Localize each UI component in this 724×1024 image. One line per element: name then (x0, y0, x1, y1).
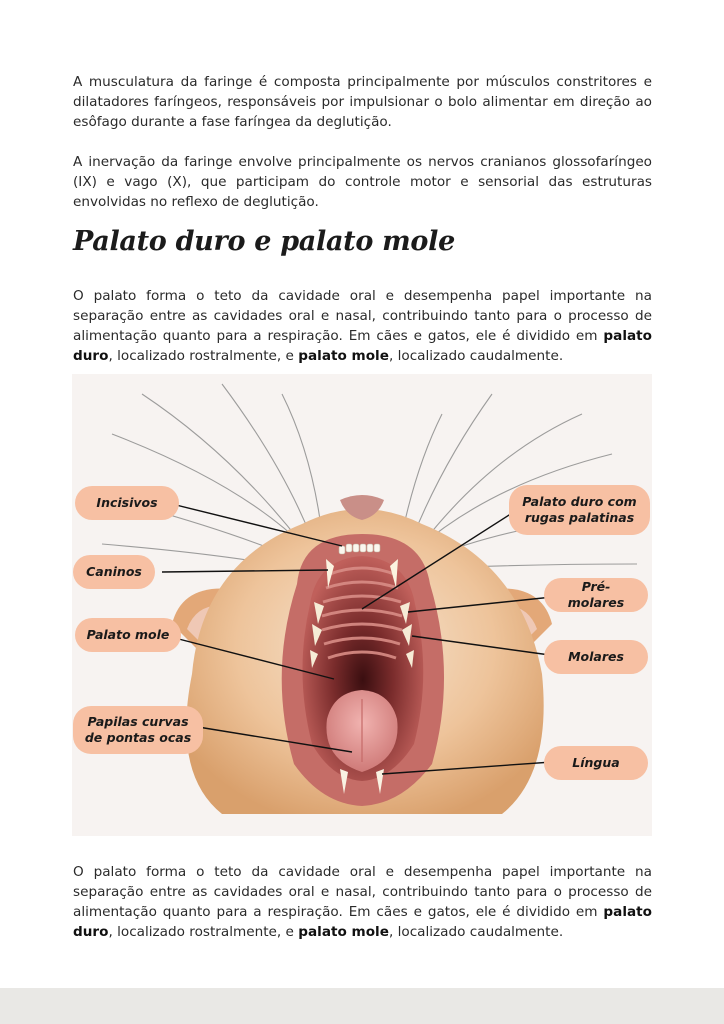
label-palato-duro: Palato duro com rugas palatinas (509, 485, 650, 535)
palate-text-bold-hard-repeat: palato duro (73, 904, 652, 940)
label-lingua: Língua (544, 746, 648, 780)
palate-text-part1: O palato forma o teto da cavidade oral e desempenha papel importante na separação entre as cavidades oral e nasal, contribuindo tanto para o processo de alimentação quanto para a respiração. Em cães e gatos, ele é dividido em (73, 288, 652, 344)
label-caninos: Caninos (73, 555, 155, 589)
palate-text-part1-repeat: O palato forma o teto da cavidade oral e desempenha papel importante na separação entre as cavidades oral e nasal, contribuindo tanto para o processo de alimentação quanto para a respiração. Em cães e gatos, ele é dividido em (73, 864, 652, 920)
palate-text-part2: , localizado rostralmente, e (108, 348, 299, 364)
paragraph-pharynx-innervation: A inervação da faringe envolve principalmente os nervos cranianos glossofaríngeo (IX) e vago (X), que participam do controle motor e sensorial das estruturas envolvidas no reflexo de deglutição. (73, 154, 652, 210)
label-palato-mole: Palato mole (75, 618, 181, 652)
label-pre-molares: Pré-molares (544, 578, 648, 612)
palate-text-part3: , localizado caudalmente. (388, 348, 564, 364)
paragraph-palate-intro (73, 286, 652, 366)
palate-text-bold-soft: palato mole (298, 348, 389, 364)
cat-mouth-figure (72, 374, 652, 836)
paragraph-palate-repeat (73, 862, 652, 942)
label-molares: Molares (544, 640, 648, 674)
palate-text-part2-repeat: , localizado rostralmente, e (108, 924, 299, 940)
palate-text-part3-repeat: , localizado caudalmente. (388, 924, 564, 940)
label-papilas-curvas: Papilas curvas de pontas ocas (73, 706, 203, 754)
footer-band (0, 988, 724, 1024)
paragraph-pharynx-muscles: A musculatura da faringe é composta principalmente por músculos constritores e dilatadores faríngeos, responsáveis por impulsionar o bolo alimentar em direção ao esôfago durante a fase faríngea da deglutição. (73, 74, 652, 130)
section-heading: Palato duro e palato mole (73, 226, 455, 257)
palate-text-bold-soft-repeat: palato mole (298, 924, 389, 940)
palate-text-bold-hard: palato duro (73, 328, 652, 364)
label-incisivos: Incisivos (75, 486, 179, 520)
